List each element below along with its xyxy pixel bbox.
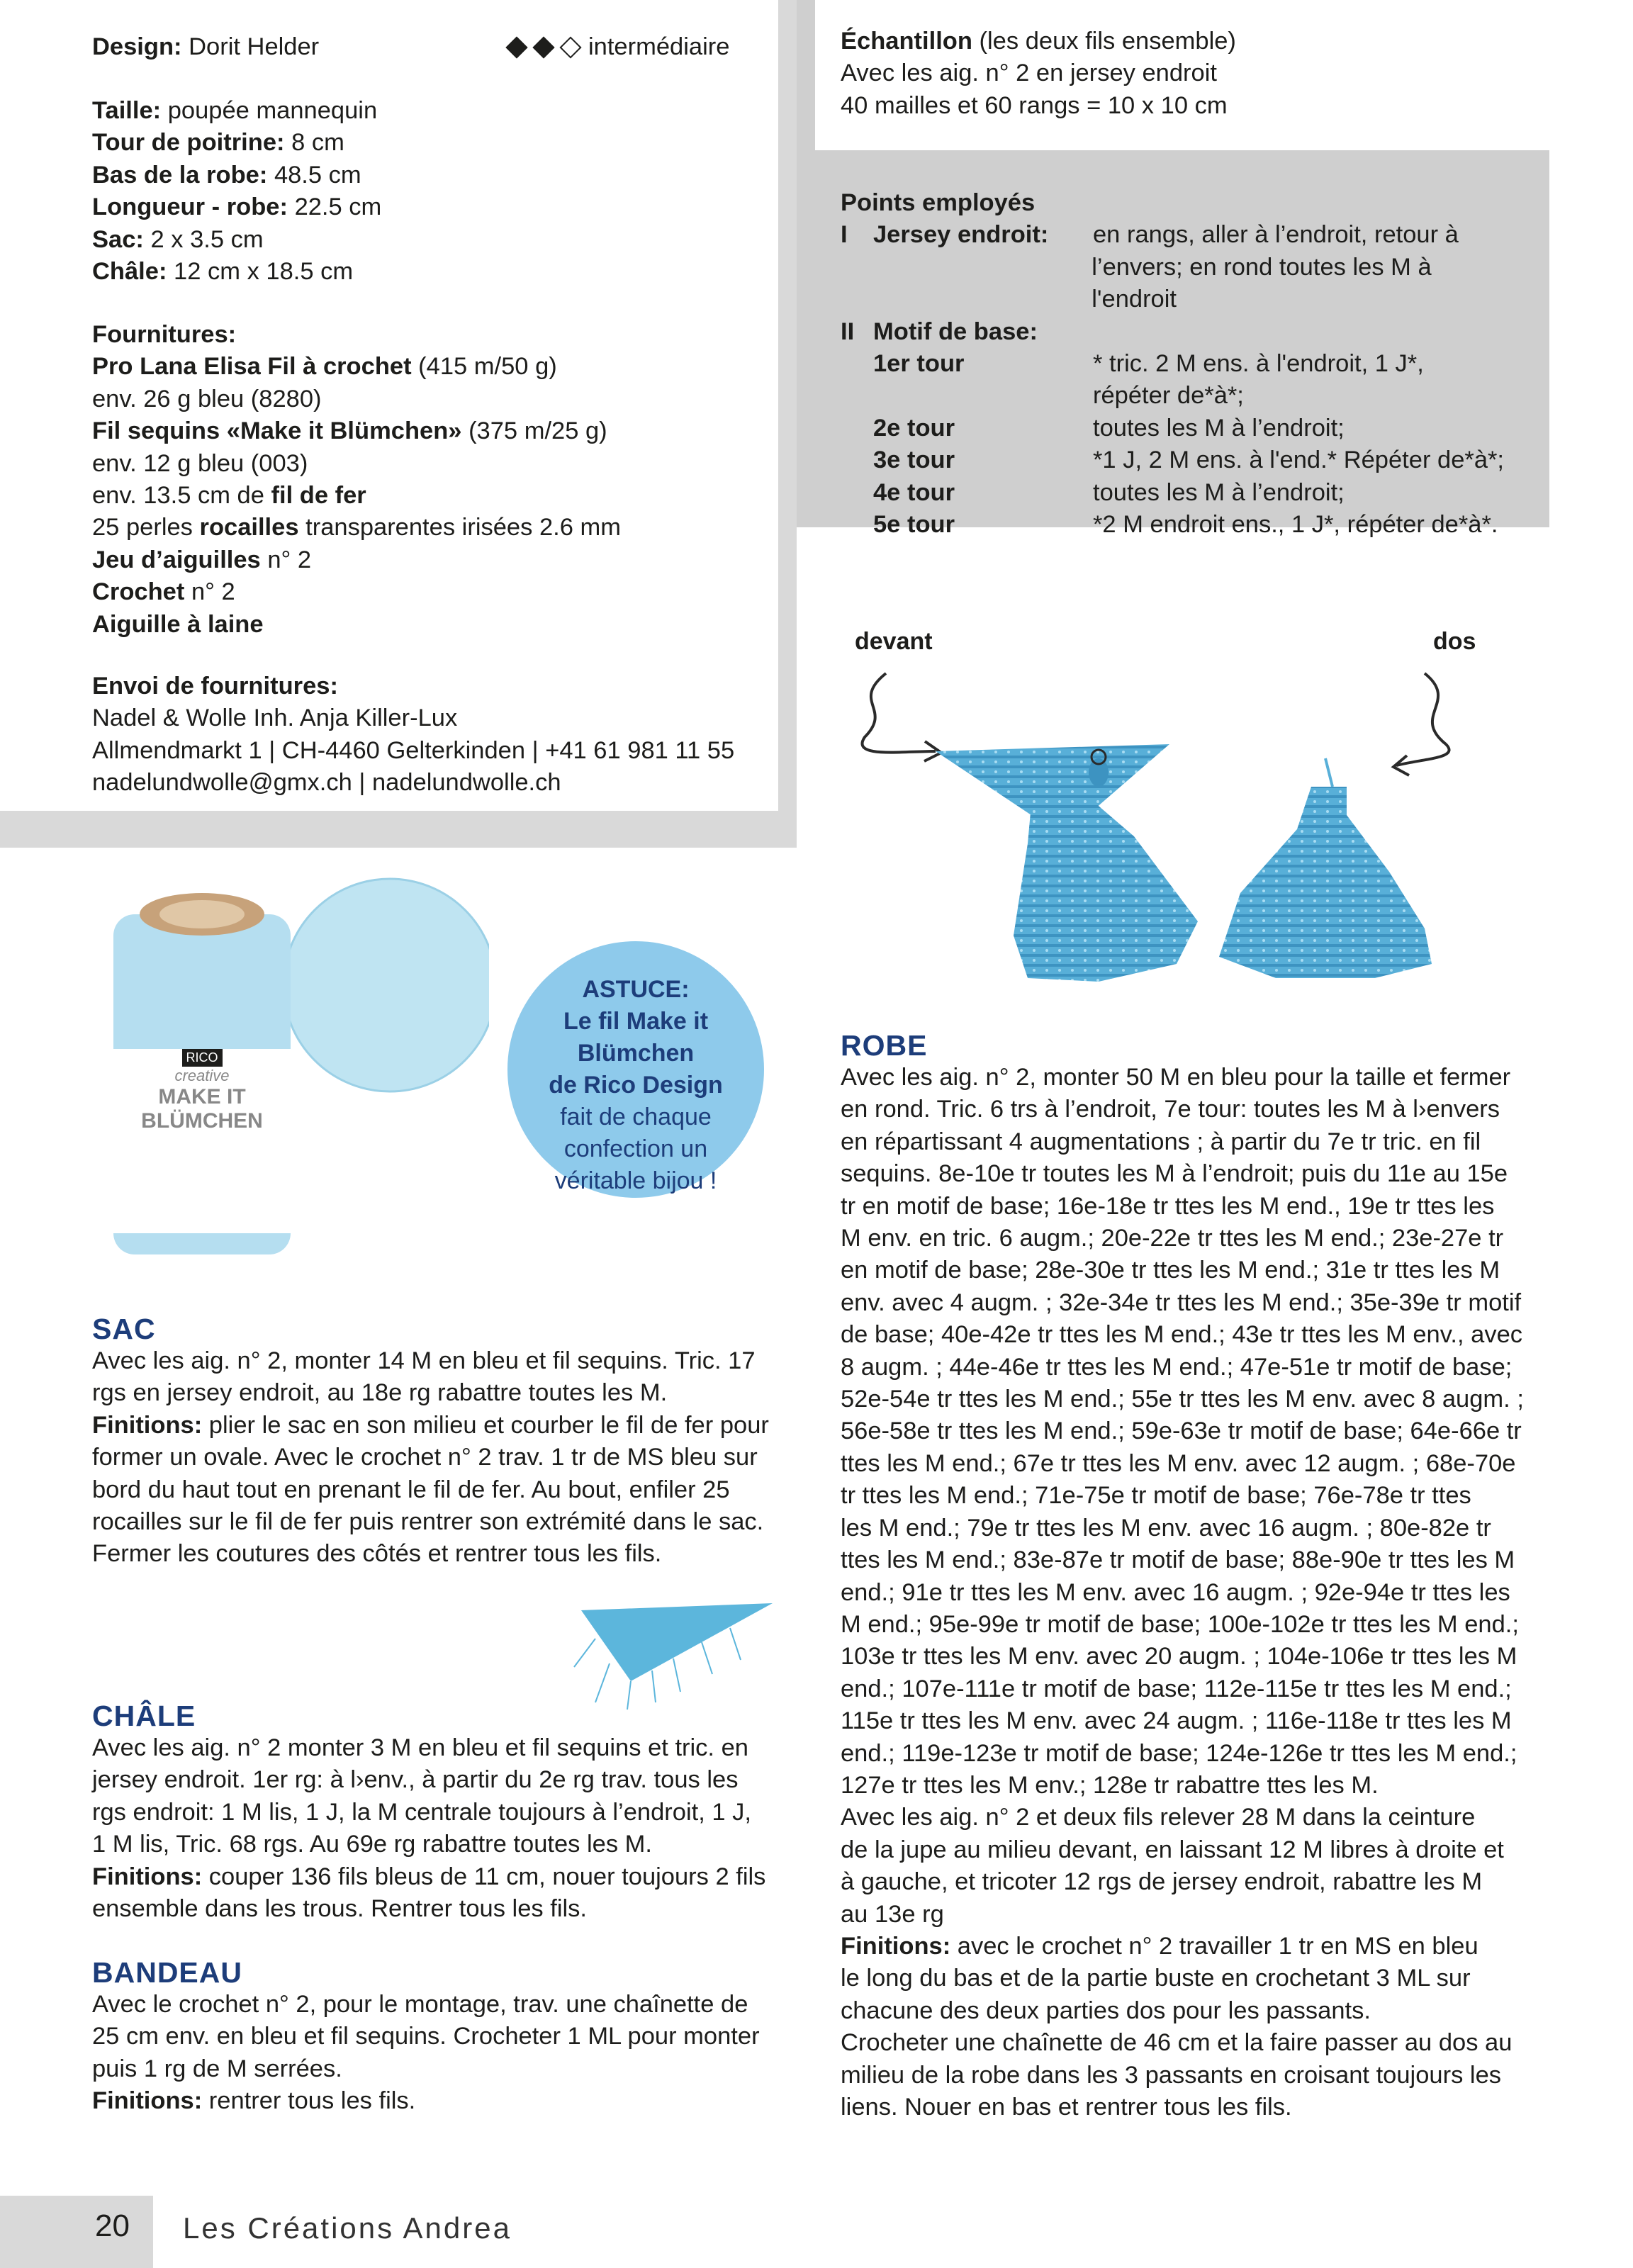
size-item: Sac: 2 x 3.5 cm [92,225,264,253]
shipping-address: Allmendmarkt 1 | CH-4460 Gelterkinden | +41 61 981 11 55 [92,736,735,764]
section-title-robe: ROBE [841,1029,928,1062]
tip-title: ASTUCE: [582,976,690,1003]
round-item: 4e tour toutes les M à l’endroit; [873,478,1345,506]
difficulty-filled-icon [505,36,527,58]
publication-name: Les Créations Andrea [183,2211,512,2245]
stitches-title: Points employés [841,189,1036,216]
robe-instructions: Avec les aig. n° 2, monter 50 M en bleu pour la taille et fermer en rond. Tric. 6 trs à l’endroit, 7e tour: toutes les M à l›envers en répartissant 4 augmentations ; à partir du 7e tr tric. en fil sequins. 8e-10e tr toutes les M à l’endroit; puis du 11e au 15e tr en motif de base; 16e-18e tr ttes les M end., 19e tr ttes les M env. en tric. 6 augm.; 20e-22e tr ttes les M end.; 23e-27e tr en motif de base; 28e-30e tr ttes les M end.; 31e tr ttes les M env. avec 4 augm. ; 32e-34e tr ttes les M end.; 35e-39e tr motif de base; 40e-42e tr ttes les M end.; 43e tr ttes les M env., avec 8 augm. ; 44e-46e tr ttes les M end.; 47e-51e tr motif de base; 52e-54e tr ttes les M end.; 55e tr ttes les M env. avec 8 augm. ; 56e-58e tr ttes les M end.; 59e-63e tr motif de base; 64e-66e tr ttes les M end.; 67e tr ttes les M env. avec 12 augm. ; 68e-70e tr ttes les M end.; 71e-75e tr motif de base; 76e-78e tr ttes les M end.; 79e tr ttes les M env. avec 16 augm. ; 80e-82e tr ttes les M end.; 83e-87e tr motif de base; 88e-90e tr ttes les M end.; 91e tr ttes les M env. avec 16 augm. ; 92e-94e tr ttes les M end.; 95e-99e tr motif de base; 100e-102e tr ttes les M end.; 103e tr ttes les M env. avec 20 augm. ; 104e-106e tr ttes les M end.; 107e-111e tr motif de base; 112e-115e tr ttes les M end.; 115e tr ttes les M env. avec 24 augm. ; 116e-118e tr ttes les M end.; 119e-123e tr motif de base; 124e-126e tr ttes les M end.; 127e tr ttes les M env.; 128e tr rabattre ttes les M. Avec les aig. n° 2 et deux fils relever 28 M dans la ceinture de la jupe au milieu devant, en laissant 12 M libres à droite et à gauche, et tricoter 12 rgs de jersey endroit, rabattre les M au 13e rg Finitions: avec le crochet n° 2 travailler 1 tr en MS en bleu le long du bas et de la partie buste en crochetant 3 ML sur chacune des deux parties dos pour les passants. Crocheter une chaînette de 46 cm et la faire passer au dos au milieu de la robe dans les 3 passants en croisant toujours les liens. Nouer en bas et rentrer tous les fils. [841,1064,1524,2121]
page-number: 20 [95,2208,130,2243]
shipping-contact[interactable]: nadelundwolle@gmx.ch | nadelundwolle.ch [92,769,561,797]
designer-name: Dorit Helder [189,33,320,60]
label-back: dos [1433,628,1476,655]
section-title-sac: SAC [92,1313,156,1345]
difficulty-empty-icon [559,36,581,58]
difficulty-filled-icon [532,36,554,58]
size-item: Longueur - robe: 22.5 cm [92,193,382,221]
label-front: devant [855,628,933,655]
size-item: Tour de poitrine: 8 cm [92,129,344,157]
round-item: 1er tour * tric. 2 M ens. à l'endroit, 1 J*, [873,350,1424,378]
shawl-photo [567,1596,794,1717]
section-title-bandeau: BANDEAU [92,1956,242,1989]
stitches-info: Points employés I Jersey endroit: en rangs, aller à l’endroit, retour à l’envers; en rond toutes les M à l'endroit II Motif de base: 1er tour * tric. 2 M ens. à l'endroit, 1 J*, répéter de*à*; 2e tour toutes les M à l’endroit; 3e tour *1 J, 2 M ens. à l'end.* Répéter de*à*; 4e tour toutes les M à l’endroit; 5e tour *2 M endroit ens., 1 J*, répéter de*à*. [841,187,1521,541]
back-arrow-icon [1396,673,1449,765]
round-item: 2e tour toutes les M à l’endroit; [873,414,1345,442]
supplies-list: Fournitures: Pro Lana Elisa Fil à crochet (415 m/50 g) env. 26 g bleu (8280) Fil sequins «Make it Blümchen» (375 m/25 g) env. 12 g bleu (003) env. 13.5 cm de fil de fer 25 perles rocailles transparentes irisées 2.6 mm Jeu d’aiguilles n° 2 Crochet n° 2 Aiguille à laine [92,321,621,638]
dress-back [1219,787,1432,978]
design-label: Design: [92,33,182,60]
front-arrow-icon [862,673,936,753]
round-item: 3e tour *1 J, 2 M ens. à l'end.* Répéter de*à*; [873,447,1505,474]
bandeau-instructions: Avec le crochet n° 2, pour le montage, trav. une chaînette de 25 cm env. en bleu et fil sequins. Crocheter 1 ML pour monter puis 1 rg de M serrées. Finitions: rentrer tous les fils. [92,1991,760,2115]
tip-circle: ASTUCE: Le fil Make it Blümchen de Rico Design fait de chaque confection un véritable bijou ! [503,937,768,1202]
size-item: Taille: poupée mannequin [92,97,378,124]
supplies-title: Fournitures: [92,321,237,348]
difficulty-label: intermédiaire [588,33,730,60]
design-line [92,31,319,63]
difficulty-level [503,31,729,63]
size-list [92,95,381,288]
shipping-title: Envoi de fournitures: [92,673,338,700]
page-number-box [0,2196,153,2268]
gauge-info: Échantillon (les deux fils ensemble) Avec les aig. n° 2 en jersey endroit 40 mailles et 60 rangs = 10 x 10 cm [841,28,1236,119]
product-label-text: RICO creative MAKE IT BLÜMCHEN [141,1050,263,1133]
size-item: Bas de la robe: 48.5 cm [92,161,361,189]
shipping-info: Envoi de fournitures: Nadel & Wolle Inh. Anja Killer-Lux Allmendmarkt 1 | CH-4460 Gelterkinden | +41 61 981 11 55 nadelundwolle@gmx.ch | nadelundwolle.ch [92,670,734,799]
size-item: Châle: 12 cm x 18.5 cm [92,258,354,286]
sac-instructions: Avec les aig. n° 2, monter 14 M en bleu et fil sequins. Tric. 17 rgs en jersey endroit, au 18e rg rabattre toutes les M. Finitions: plier le sac en son milieu et courber le fil de fer pour former un ovale. Avec le crochet n° 2 trav. 1 tr de MS bleu sur bord du haut tout en prenant le fil de fer. Au bout, enfiler 25 rocailles sur le fil de fer puis rentrer son extrémité dans le sac. Fermer les coutures des côtés et rentrer tous les fils. [92,1347,769,1568]
bag [1089,758,1109,787]
chale-instructions: Avec les aig. n° 2 monter 3 M en bleu et fil sequins et tric. en jersey endroit. 1er rg: à l›env., à partir du 2e rg trav. tous les rgs endroit: 1 M lis, 1 J, la M centrale toujours à l’endroit, 1 J, 1 M lis, Tric. 68 rgs. Au 69e rg rabattre toutes les M. Finitions: couper 136 fils bleus de 11 cm, nouer toujours 2 fils ensemble dans les trous. Rentrer tous les fils. [92,1734,766,1923]
round-item: 5e tour *2 M endroit ens., 1 J*, répéter de*à*. [873,511,1498,539]
dress-photo [836,659,1545,1014]
section-title-chale: CHÂLE [92,1700,196,1732]
